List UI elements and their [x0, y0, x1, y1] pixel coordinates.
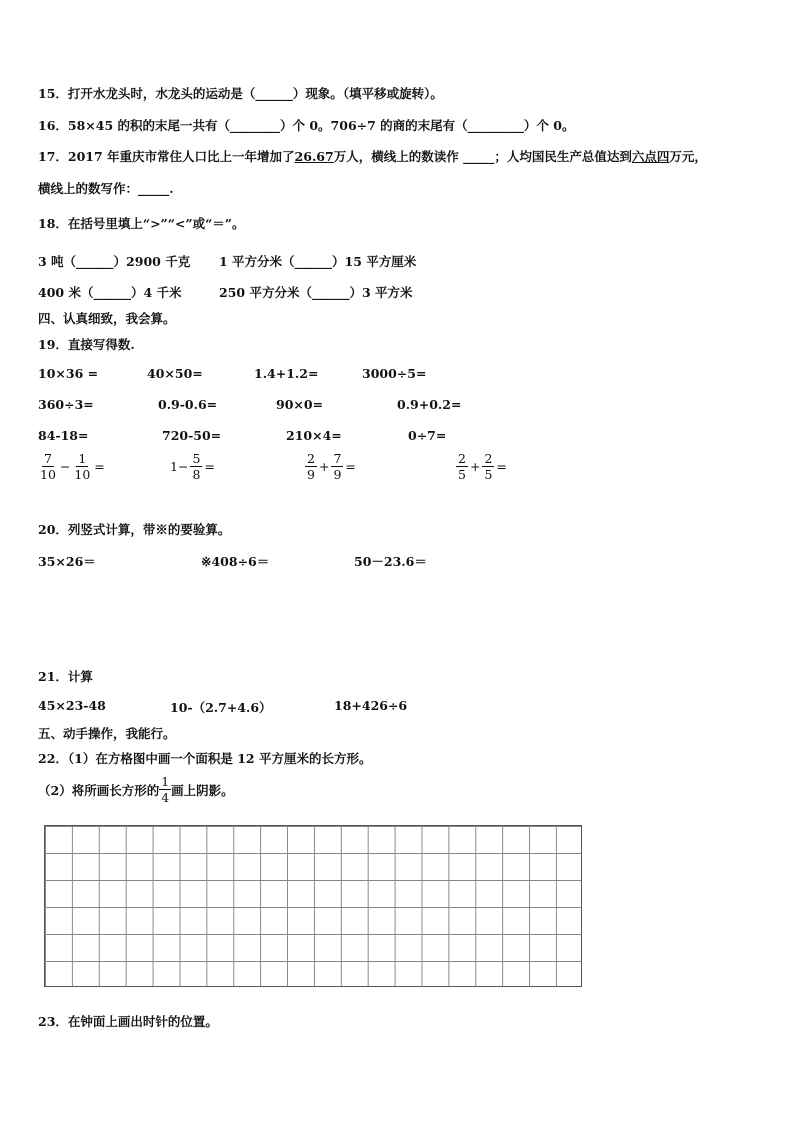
- q18-item-2: 1 平方分米（______）15 平方厘米: [219, 254, 417, 269]
- denominator: 10: [40, 467, 56, 483]
- q19-fraction-expr-1: [38, 452, 107, 481]
- numerator: 1: [78, 451, 87, 466]
- numerator: 1: [161, 774, 170, 789]
- fraction: [331, 452, 343, 481]
- equals: =: [496, 459, 507, 475]
- denominator: 5: [458, 467, 466, 483]
- equals: =: [345, 459, 356, 475]
- q19-r2-c3: 90×0=: [276, 397, 324, 412]
- q19-r3-c3: 210×4=: [286, 428, 342, 443]
- question-19-title: 19．直接写得数.: [38, 337, 135, 352]
- denominator: 5: [484, 467, 493, 483]
- q21-item-1: 45×23-48: [38, 698, 106, 713]
- operator: +: [318, 459, 330, 475]
- question-15: 15．打开水龙头时，水龙头的运动是（______）现象。（填平移或旋转）。: [38, 86, 443, 101]
- q21-item-3: 18+426÷6: [334, 698, 408, 713]
- q22-part2-pre: （2）将所画长方形的: [38, 782, 160, 798]
- fraction: [305, 452, 317, 481]
- fraction: [72, 452, 92, 481]
- q19-fraction-expr-2: [168, 452, 217, 481]
- question-22-part1: 22．（1）在方格图中画一个面积是 12 平方厘米的长方形。: [38, 751, 372, 766]
- q19-r1-c2: 40×50=: [147, 366, 203, 381]
- fraction: [190, 452, 202, 481]
- q19-fraction-expr-3: [305, 452, 358, 481]
- q17-number: 26.67: [294, 149, 334, 164]
- numerator: 7: [333, 451, 342, 466]
- q17-text-2: 万人，横线上的数读作: [333, 149, 459, 164]
- question-16: 16．58×45 的积的末尾一共有（________）个 0。706÷7 的商的末尾有（_________）个 0。: [38, 118, 575, 133]
- q20-item-3: 50－23.6＝: [354, 554, 427, 569]
- q18-item-4: 250 平方分米（______）3 平方米: [219, 285, 413, 300]
- equals: =: [94, 459, 105, 475]
- question-23: 23．在钟面上画出时针的位置。: [38, 1014, 218, 1029]
- q19-fraction-expr-4: [456, 452, 509, 481]
- denominator: 9: [307, 467, 315, 483]
- question-22-part2: [38, 775, 234, 804]
- q19-r2-c2: 0.9-0.6=: [158, 397, 218, 412]
- q17-text-4: 万元，: [669, 149, 707, 164]
- q19-r1-c1: 10×36 =: [38, 366, 99, 381]
- question-20-title: 20．列竖式计算，带※的要验算。: [38, 522, 231, 537]
- question-17-line1: [38, 147, 707, 165]
- question-21-title: 21．计算: [38, 669, 93, 684]
- fraction: [456, 452, 468, 481]
- question-17-line2: 横线上的数写作：_____.: [38, 181, 174, 196]
- q19-r3-c2: 720-50=: [162, 428, 222, 443]
- q21-item-2: 10-（2.7+4.6）: [170, 700, 272, 715]
- numerator: 5: [192, 451, 201, 466]
- q22-part2-post: 画上阴影。: [171, 782, 234, 798]
- operator: −: [59, 459, 71, 475]
- q18-item-1: 3 吨（______）2900 千克: [38, 254, 191, 269]
- numerator: 7: [43, 451, 52, 466]
- q17-text-3: ；人均国民生产总值达到: [494, 149, 632, 164]
- denominator: 10: [74, 467, 91, 483]
- fraction: [38, 452, 58, 481]
- q20-item-2: ※408÷6＝: [201, 554, 270, 569]
- square-grid[interactable]: [44, 825, 582, 987]
- q19-r3-c4: 0÷7=: [408, 428, 447, 443]
- question-18-title: 18．在括号里填上“>”“<”或“＝”。: [38, 216, 245, 231]
- section-5-heading: 五、动手操作，我能行。: [38, 726, 176, 741]
- q19-r1-c4: 3000÷5=: [362, 366, 427, 381]
- denominator: 4: [161, 790, 170, 806]
- fraction: [482, 452, 494, 481]
- q17-words: 六点四: [631, 149, 670, 164]
- numerator: 2: [307, 451, 315, 466]
- lead-term: 1−: [170, 459, 189, 475]
- fraction-one-quarter: [159, 775, 171, 804]
- q18-item-3: 400 米（______）4 千米: [38, 285, 182, 300]
- q17-answer-blank: _____: [463, 149, 495, 164]
- q20-item-1: 35×26＝: [38, 554, 96, 569]
- q19-r2-c4: 0.9+0.2=: [397, 397, 462, 412]
- numerator: 2: [484, 451, 493, 466]
- denominator: 8: [192, 467, 201, 483]
- equals: =: [204, 459, 215, 475]
- denominator: 9: [333, 467, 342, 483]
- q19-r1-c3: 1.4+1.2=: [254, 366, 319, 381]
- q17-text-1: 17．2017 年重庆市常住人口比上一年增加了: [38, 149, 295, 164]
- q19-r2-c1: 360÷3=: [38, 397, 94, 412]
- q19-r3-c1: 84-18=: [38, 428, 89, 443]
- operator: +: [469, 459, 481, 475]
- section-4-heading: 四、认真细致，我会算。: [38, 311, 176, 326]
- numerator: 2: [458, 451, 466, 466]
